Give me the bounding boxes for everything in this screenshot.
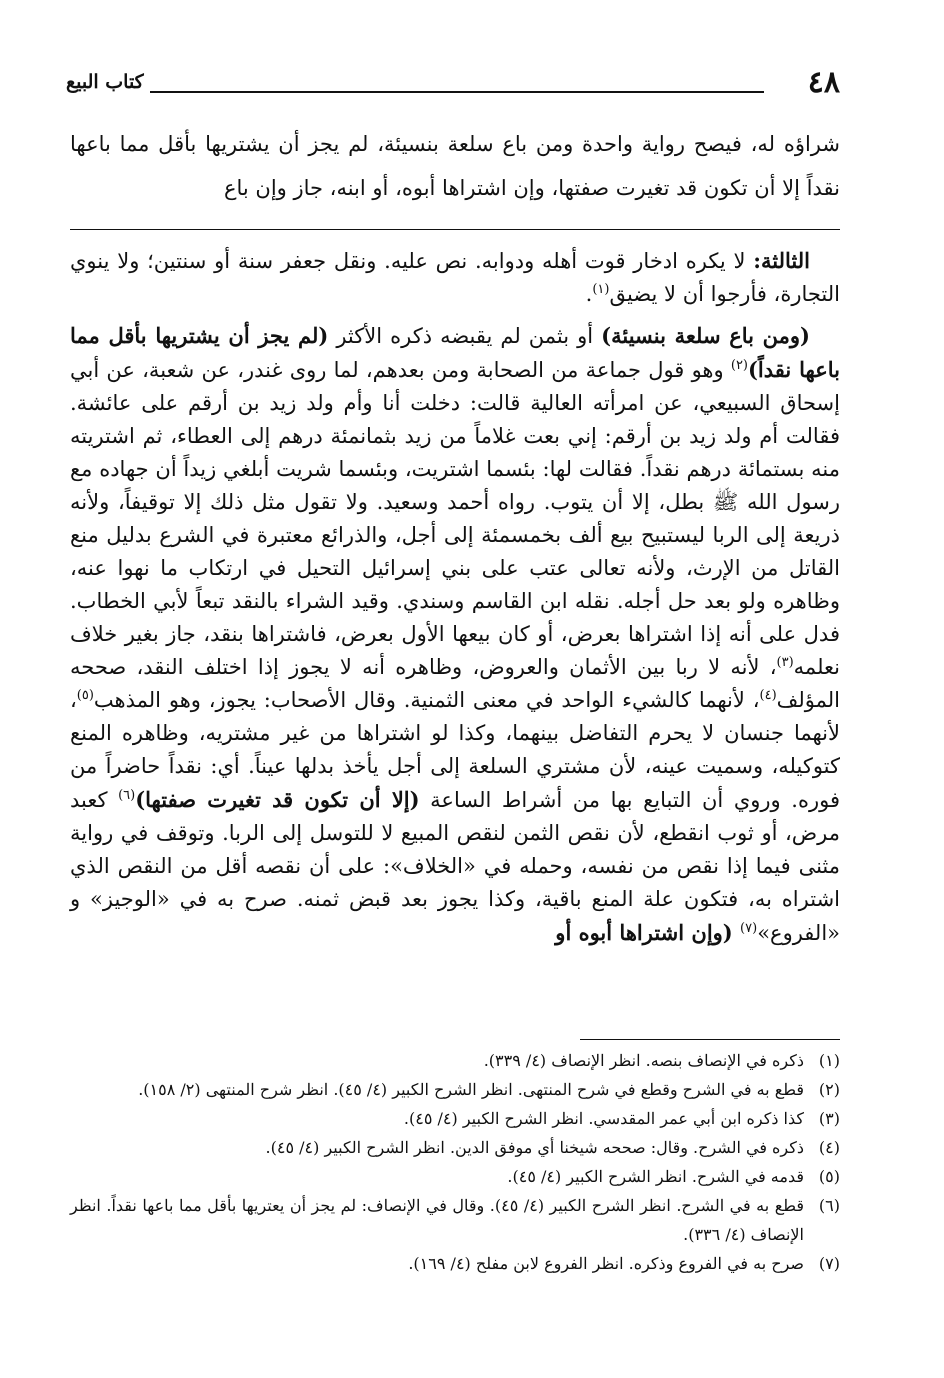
commentary-paragraph-1 xyxy=(70,244,840,311)
commentary-text-span: ، لأنه لا ربا بين الأثمان والعروض، وظاهره أنه لا يجوز إذا اختلف النقد، صححه المؤلف xyxy=(70,655,840,712)
commentary-text-span: ، لأنهما جنسان لا يحرم التفاضل بينهما، وكذا لو اشتراها من غير مشتريه، وظاهره المنع كتوكيله، وسميت عينه، لأن مشتري السلعة إلى أجل يأخذ بدلها عيناً. أي: نقداً حاضراً من فوره. وروي أن التبايع بها من أشراط الساعة xyxy=(70,688,840,812)
footnote-text: ذكره في الشرح. وقال: صححه شيخنا أي موفق الدين. انظر الشرح الكبير (٤/ ٤٥). xyxy=(265,1138,804,1157)
footnote-ref: (٢) xyxy=(730,358,748,373)
commentary-text-span: كعبد مرض، أو ثوب انقطع، لأن نقص الثمن لنقص المبيع لا للتوسل إلى الربا. وتوقف في رواية مثنى فيما إذا نقص من نفسه، وحمله في «الخلاف»: على أن نقصه أقل من النقص الذي اشتراه به، فتكون علة المنع باقية، وكذا يجوز بعد قبض ثمنه. صرح به في «الوجيز» و «الفروع» xyxy=(70,788,840,945)
quoted-matn: (ومن باع سلعة بنسيئة) xyxy=(601,323,810,348)
footnote xyxy=(70,1046,840,1075)
header-rule xyxy=(150,91,764,93)
commentary-paragraph-2 xyxy=(70,319,840,950)
matn-divider xyxy=(70,229,840,230)
footnote-text: قطع به في الشرح وقطع في شرح المنتهى. انظر الشرح الكبير (٤/ ٤٥). انظر شرح المنتهى (٢/ ١٥٨). xyxy=(138,1080,804,1099)
footnote-text: ذكره في الإنصاف بنصه. انظر الإنصاف (٤/ ٣٣٩). xyxy=(483,1051,804,1070)
footnote-text: قدمه في الشرح. انظر الشرح الكبير (٤/ ٤٥). xyxy=(507,1167,804,1186)
commentary-text-span: . xyxy=(585,282,593,306)
footnote-text: كذا ذكره ابن أبي عمر المقدسي. انظر الشرح الكبير (٤/ ٤٥). xyxy=(403,1109,804,1128)
footnote xyxy=(70,1133,840,1162)
matn-paragraph: شراؤه له، فيصح رواية واحدة ومن باع سلعة بنسيئة، لم يجز أن يشتريها بأقل مما باعها نقداً إلا أن تكون قد تغيرت صفتها، وإن اشتراها أبوه، أو ابنه، جاز وإن باع xyxy=(70,132,840,200)
footnotes xyxy=(70,1046,840,1278)
commentary-text-span: ، لأنهما كالشيء الواحد في معنى الثمنية. وقال الأصحاب: يجوز، وهو المذهب xyxy=(93,688,760,712)
footnote-ref: (٦) xyxy=(118,788,136,803)
footnote xyxy=(70,1075,840,1104)
footnote xyxy=(70,1162,840,1191)
footnote-number: (٥) xyxy=(818,1167,840,1186)
matn-text xyxy=(70,122,840,210)
quoted-matn: (وإن اشتراها أبوه أو xyxy=(555,920,741,945)
footnote-divider xyxy=(580,1039,840,1040)
footnote-ref: (٧) xyxy=(740,921,758,936)
footnote-number: (١) xyxy=(818,1051,840,1070)
footnote-ref: (٤) xyxy=(759,688,777,703)
footnote-ref: (٣) xyxy=(776,655,794,670)
page-number: ٤٨ xyxy=(807,64,840,100)
footnote xyxy=(70,1104,840,1133)
footnote-ref: (٥) xyxy=(76,688,94,703)
section-lead: الثالثة: xyxy=(753,248,810,273)
quoted-matn: (إلا أن تكون قد تغيرت صفتها) xyxy=(135,787,420,812)
footnote-number: (٧) xyxy=(818,1254,840,1273)
footnote-number: (٣) xyxy=(818,1109,840,1128)
footnote-text: صرح به في الفروع وذكره. انظر الفروع لابن مفلح (٤/ ١٦٩). xyxy=(408,1254,804,1273)
quoted-matn: (لم يجز أن يشتريها بأقل مما باعها نقداً) xyxy=(70,323,840,382)
footnote xyxy=(70,1249,840,1278)
running-title: كتاب البيع xyxy=(66,71,144,93)
commentary-text-span: لا يكره ادخار قوت أهله ودوابه. نص عليه. ونقل جعفر سنة أو سنتين؛ ولا ينوي التجارة، فأرجوا أن لا يضيق xyxy=(70,249,840,306)
commentary-text-span: وهو قول جماعة من الصحابة ومن بعدهم، لما روى غندر، عن شعبة، عن أبي إسحاق السبيعي، عن امرأته العالية قالت: دخلت أنا وأم ولد زيد بن أرقم على عائشة. فقالت أم ولد زيد بن أرقم: إني بعت غلاماً من زيد بثمانمئة درهم إلى العطاء، ثم اشتريته منه بستمائة درهم نقداً. فقالت لها: بئسما اشتريت، وبئسما شريت أبلغي زيداً أن جهاده مع رسول الله ﷺ بطل، إلا أن يتوب. رواه أحمد وسعيد. ولا تقول مثل ذلك إلا توقيفاً، ولأنه ذريعة إلى الربا ليستبيح بيع ألف بخمسمئة إلى أجل، والذرائع معتبرة في الشرع بدليل منع القاتل من الإرث، ولأنه تعالى عتب على بني إسرائيل التحيل في ارتكاب ما نهوا عنه، وظاهره ولو بعد حل أجله. نقله ابن القاسم وسندي. وقيد الشراء بالنقد تبعاً لأبي الخطاب. فدل على أنه إذا اشتراها بعرض، أو كان بيعها الأول بعرض، فاشتراها بنقد، جاز بغير خلاف نعلمه xyxy=(70,358,840,679)
footnote-number: (٢) xyxy=(818,1080,840,1099)
footnote-ref: (١) xyxy=(592,282,610,297)
commentary-text xyxy=(70,244,840,958)
footnote-text: قطع به في الشرح. انظر الشرح الكبير (٤/ ٤٥). وقال في الإنصاف: لم يجز أن يعتريها بأقل مما باعها نقداً. انظر الإنصاف (٤/ ٣٣٦). xyxy=(70,1196,804,1244)
commentary-text-span: أو بثمن لم يقبضه ذكره الأكثر xyxy=(328,324,602,348)
page-header xyxy=(66,62,840,102)
footnote-number: (٤) xyxy=(818,1138,840,1157)
footnote xyxy=(70,1191,840,1249)
footnote-number: (٦) xyxy=(818,1196,840,1215)
